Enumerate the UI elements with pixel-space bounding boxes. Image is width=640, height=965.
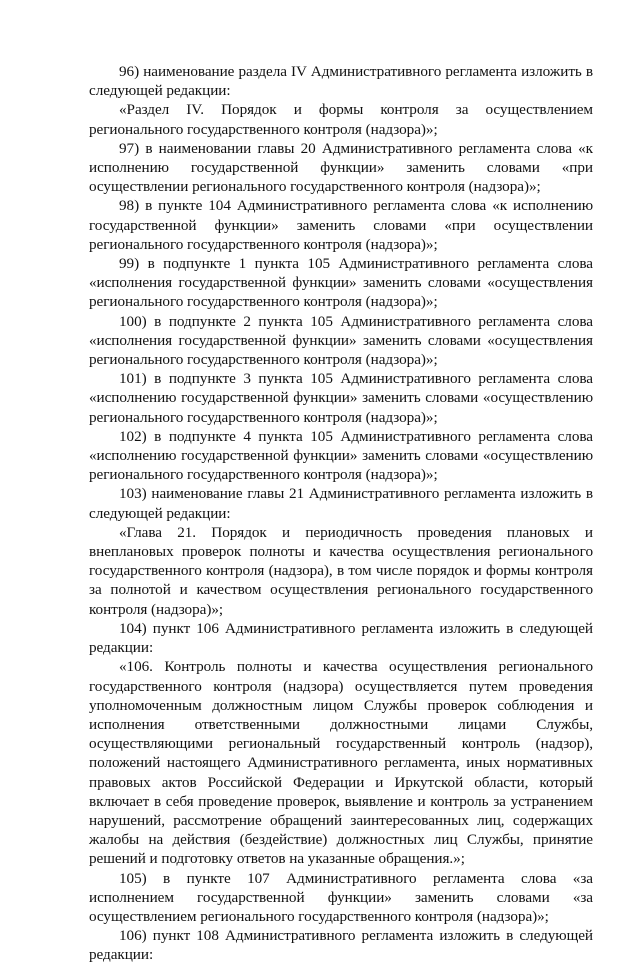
paragraph-98: 98) в пункте 104 Административного регламента слова «к исполнению государственной функции» заменить словами «при осуществлении регионального государственного контроля (надзора)»; — [89, 197, 593, 253]
paragraph-106: 106) пункт 108 Административного регламента изложить в следующей редакции: — [89, 927, 593, 964]
paragraph-section-iv-title: «Раздел IV. Порядок и формы контроля за осуществлением регионального государственного контроля (надзора)»; — [89, 101, 593, 138]
paragraph-101: 101) в подпункте 3 пункта 105 Административного регламента слова «исполнению государственной функции» заменить словами «осуществлению регионального государственного контроля (надзора)»; — [89, 370, 593, 426]
paragraph-104: 104) пункт 106 Административного регламента изложить в следующей редакции: — [89, 619, 593, 657]
document-page — [89, 62, 593, 965]
paragraph-105: 105) в пункте 107 Административного регламента слова «за исполнением государственной функции» заменить словами «за осуществлением регионального государственного контроля (надзора)»; — [89, 869, 593, 925]
paragraph-99: 99) в подпункте 1 пункта 105 Административного регламента слова «исполнения государственной функции» заменить словами «осуществления регионального государственного контроля (надзора)»; — [89, 255, 593, 311]
paragraph-100: 100) в подпункте 2 пункта 105 Административного регламента слова «исполнения государственной функции» заменить словами «осуществления регионального государственного контроля (надзора)»; — [89, 312, 593, 369]
paragraph-102: 102) в подпункте 4 пункта 105 Административного регламента слова «исполнению государственной функции» заменить словами «осуществлению регионального государственного контроля (надзора)»; — [89, 427, 593, 484]
paragraph-96: 96) наименование раздела IV Административного регламента изложить в следующей редакции: — [89, 63, 593, 100]
paragraph-103: 103) наименование главы 21 Административного регламента изложить в следующей редакции: — [89, 485, 593, 522]
paragraph-chapter-21-title: «Глава 21. Порядок и периодичность проведения плановых и внеплановых проверок полноты и качества осуществления регионального государственного контроля (надзора), в том числе порядок и формы контроля за полнотой и качеством осуществления регионального государственного контроля (надзора)»; — [89, 523, 593, 618]
paragraph-97: 97) в наименовании главы 20 Административного регламента слова «к исполнению государственной функции» заменить словами «при осуществлении регионального государственного контроля (надзора)»; — [89, 139, 593, 196]
paragraph-item-106-text: «106. Контроль полноты и качества осуществления регионального государственного контроля (надзора) осуществляется путем проведения уполномоченным должностным лицом Службы проверок соблюдения и исполнения ответственными должностными лицами Службы, осуществляющими региональный государственный контроль (надзор), положений настоящего Административного регламента, иных нормативных правовых актов Российской Федерации и Иркутской области, который включает в себя проведение проверок, выявление и контроль за устранением нарушений, рассмотрение обращений заинтересованных лиц, содержащих жалобы на действия (бездействие) должностных лиц Службы, принятие решений и подготовку ответов на указанные обращения.»; — [89, 658, 593, 868]
